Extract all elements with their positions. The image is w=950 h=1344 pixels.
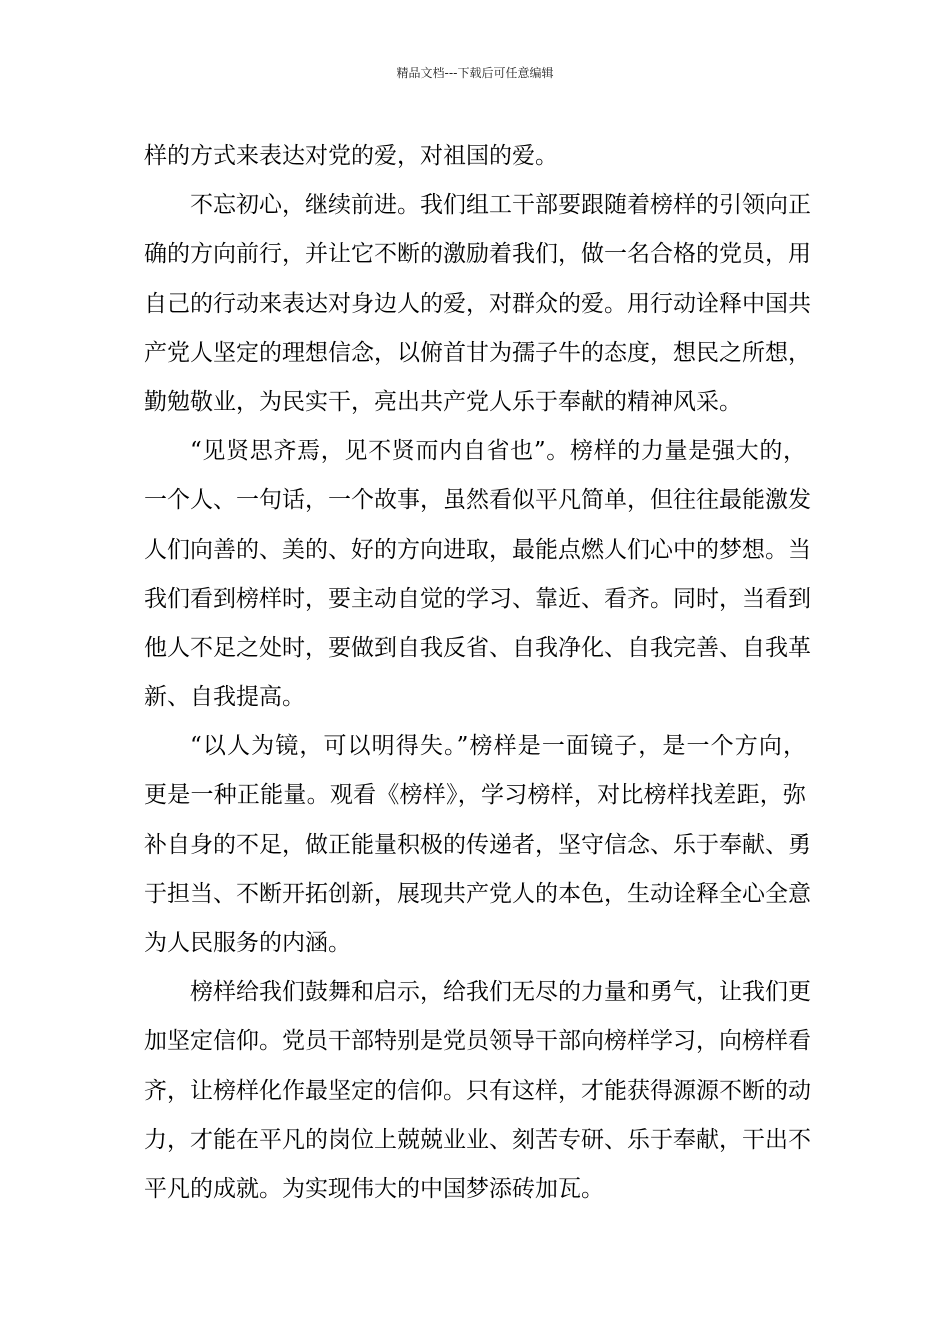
text-line: 于担当、不断开拓创新，展现共产党人的本色，生动诠释全心全意	[144, 880, 811, 907]
paragraph-first-line: 不忘初心，继续前进。我们组工干部要跟随着榜样的引领向正	[190, 192, 811, 219]
text-line: 平凡的成就。为实现伟大的中国梦添砖加瓦。	[144, 1175, 604, 1202]
document-body	[144, 132, 811, 1214]
text-line: 自己的行动来表达对身边人的爱，对群众的爱。用行动诠释中国共	[144, 290, 811, 317]
text-line: 齐，让榜样化作最坚定的信仰。只有这样，才能获得源源不断的动	[144, 1077, 811, 1104]
text-line: 更是一种正能量。观看《榜样》，学习榜样，对比榜样找差距，弥	[144, 782, 806, 809]
text-line: 补自身的不足，做正能量积极的传递者，坚守信念、乐于奉献、勇	[144, 831, 811, 858]
text-line: 我们看到榜样时，要主动自觉的学习、靠近、看齐。同时，当看到	[144, 585, 811, 612]
text-line: 样的方式来表达对党的爱，对祖国的爱。	[144, 143, 558, 169]
paragraph-first-line: 榜样给我们鼓舞和启示，给我们无尽的力量和勇气，让我们更	[190, 979, 811, 1006]
text-line: 勤勉敬业，为民实干，亮出共产党人乐于奉献的精神风采。	[144, 388, 742, 415]
text-line: 一个人、一句话，一个故事，虽然看似平凡简单，但往往最能激发	[144, 487, 811, 514]
text-line: 人们向善的、美的、好的方向进取，最能点燃人们心中的梦想。当	[144, 536, 811, 563]
text-line: 确的方向前行，并让它不断的激励着我们，做一名合格的党员，用	[144, 241, 811, 268]
text-line: 新、自我提高。	[144, 684, 305, 711]
text-line: 加坚定信仰。党员干部特别是党员领导干部向榜样学习，向榜样看	[144, 1028, 811, 1055]
text-line: 产党人坚定的理想信念，以俯首甘为孺子牛的态度，想民之所想，	[144, 339, 811, 366]
paragraph-first-line: “见贤思齐焉，见不贤而内自省也”。榜样的力量是强大的，	[190, 438, 806, 465]
text-line: 为人民服务的内涵。	[144, 930, 351, 956]
page-header: 精品文档---下载后可任意编辑	[396, 66, 554, 80]
paragraph-first-line: “以人为镜，可以明得失。”榜样是一面镜子，是一个方向，	[190, 733, 806, 760]
text-line: 力，才能在平凡的岗位上兢兢业业、刻苦专研、乐于奉献，干出不	[144, 1126, 811, 1153]
text-line: 他人不足之处时，要做到自我反省、自我净化、自我完善、自我革	[144, 634, 811, 661]
